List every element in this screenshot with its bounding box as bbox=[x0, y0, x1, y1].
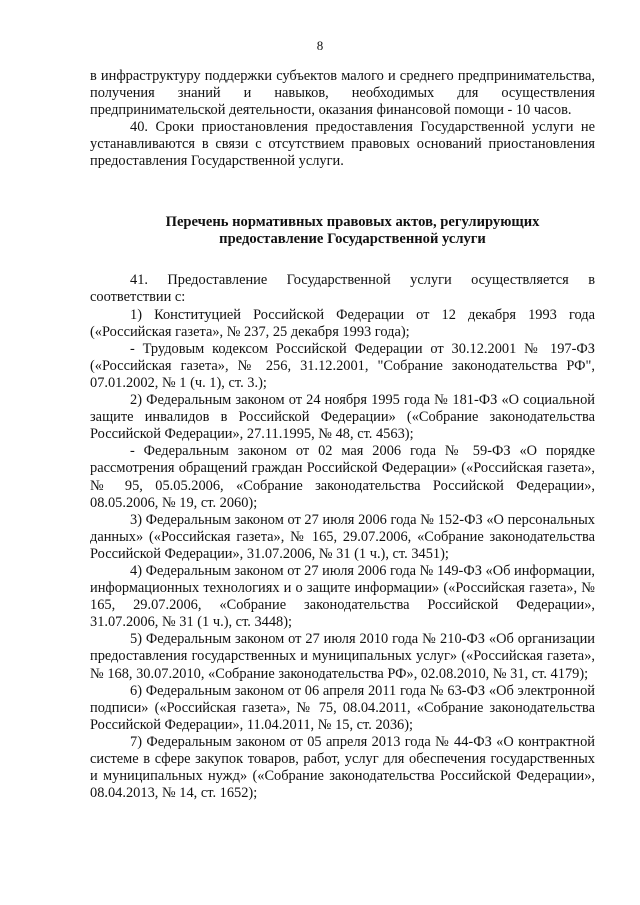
paragraph-40: 40. Сроки приостановления предоставления Государственной услуги не устанавливаются в связи с отсутствием правовых оснований приостановления предоставления Государственной услуги. bbox=[90, 119, 595, 170]
section-heading-line-1: Перечень нормативных правовых актов, регулирующих bbox=[165, 213, 540, 230]
list-item-labor-code: - Трудовым кодексом Российской Федерации от 30.12.2001 № 197-ФЗ («Российская газета», № 256, 31.12.2001, "Собрание законодательства РФ", 07.01.2002, № 1 (ч. 1), ст. 3.); bbox=[90, 340, 595, 391]
document-body bbox=[90, 68, 595, 802]
list-item-constitution: 1) Конституцией Российской Федерации от 12 декабря 1993 года («Российская газета», № 237, 25 декабря 1993 года); bbox=[90, 306, 595, 340]
paragraph-continuation: в инфраструктуру поддержки субъектов малого и среднего предпринимательства, получения знаний и навыков, необходимых для осуществления предпринимательской деятельности, оказания финансовой помощи - 10 часов. bbox=[90, 68, 595, 119]
list-item-law-59: - Федеральным законом от 02 мая 2006 года № 59-ФЗ «О порядке рассмотрения обращений граждан Российской Федерации» («Российская газета», № 95, 05.05.2006, «Собрание законодательства Российской Федерации», 08.05.2006, № 19, ст. 2060); bbox=[90, 443, 595, 511]
list-item-law-152: 3) Федеральным законом от 27 июля 2006 года № 152-ФЗ «О персональных данных» («Российская газета», № 165, 29.07.2006, «Собрание законодательства Российской Федерации», 31.07.2006, № 31 (1 ч.), ст. 3451); bbox=[90, 511, 595, 562]
page-number: 8 bbox=[316, 38, 324, 53]
section-heading-line-2: предоставление Государственной услуги bbox=[219, 230, 486, 247]
paragraph-41: 41. Предоставление Государственной услуги осуществляется в соответствии с: bbox=[90, 272, 595, 306]
list-item-law-63: 6) Федеральным законом от 06 апреля 2011 года № 63-ФЗ «Об электронной подписи» («Российская газета», № 75, 08.04.2011, «Собрание законодательства Российской Федерации», 11.04.2011, № 15, ст. 2036); bbox=[90, 682, 595, 733]
list-item-law-181: 2) Федеральным законом от 24 ноября 1995 года № 181-ФЗ «О социальной защите инвалидов в Российской Федерации» («Собрание законодательства Российской Федерации», 27.11.1995, № 48, ст. 4563); bbox=[90, 392, 595, 443]
list-item-law-149: 4) Федеральным законом от 27 июля 2006 года № 149-ФЗ «Об информации, информационных технологиях и о защите информации» («Российская газета», № 165, 29.07.2006, «Собрание законодательства Российской Федерации», 31.07.2006, № 31 (1 ч.), ст. 3448); bbox=[90, 562, 596, 631]
section-heading bbox=[90, 214, 595, 249]
list-item-law-210: 5) Федеральным законом от 27 июля 2010 года № 210-ФЗ «Об организации предоставления государственных и муниципальных услуг» («Российская газета», № 168, 30.07.2010, «Собрание законодательства РФ», 02.08.2010, № 31, ст. 4179); bbox=[90, 631, 595, 682]
list-item-law-44: 7) Федеральным законом от 05 апреля 2013 года № 44-ФЗ «О контрактной системе в сфере закупок товаров, работ, услуг для обеспечения государственных и муниципальных нужд» («Собрание законодательства Российской Федерации», 08.04.2013, № 14, ст. 1652); bbox=[90, 733, 595, 802]
